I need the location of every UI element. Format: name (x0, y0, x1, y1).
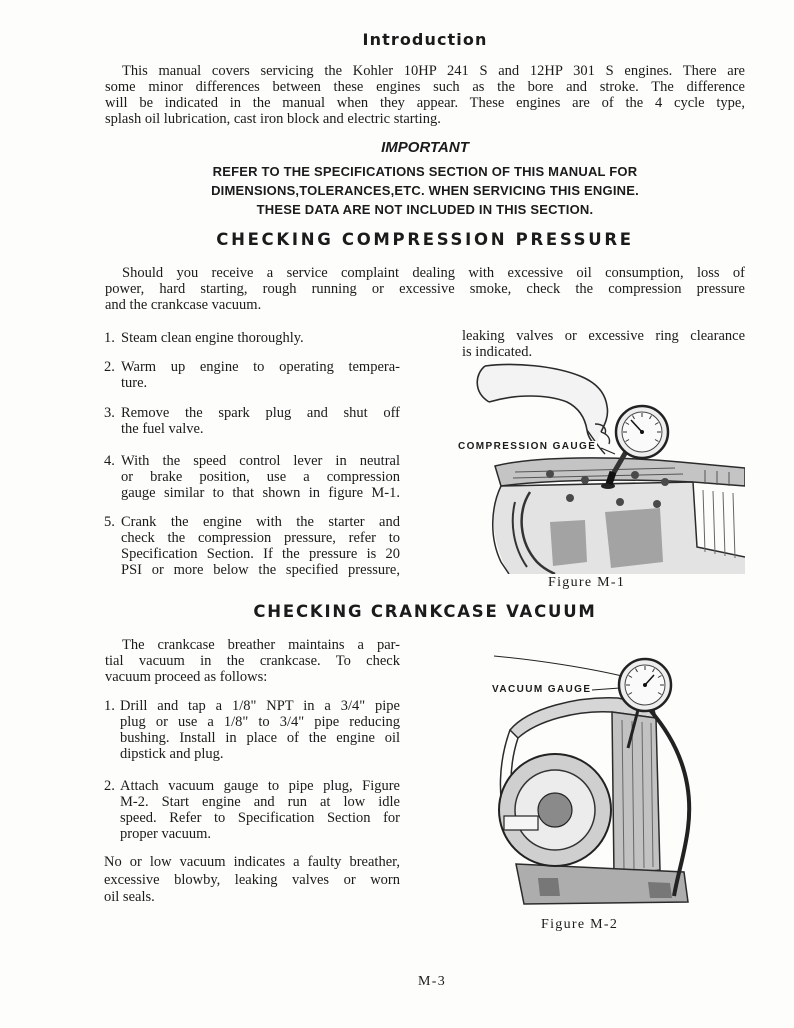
step-line: check the compression pressure, refer to (121, 530, 400, 546)
step-number: 1. (104, 698, 115, 714)
step-line: Remove the spark plug and shut off (121, 405, 400, 421)
figure-m1-illustration (455, 362, 745, 574)
step-text (121, 453, 400, 501)
compression-step-4 (104, 453, 400, 501)
vacuum-intro-line: vacuum proceed as follows: (105, 669, 268, 685)
step-line: Drill and tap a 1/8" NPT in a 3/4" pipe (120, 698, 400, 714)
step-line: PSI or more below the specified pressure, (121, 562, 400, 578)
step-line: or brake position, use a compression (121, 469, 400, 485)
engine-drawing (499, 698, 688, 904)
vacuum-intro-line: The crankcase breather maintains a par- (122, 637, 400, 653)
cooling-fins (703, 490, 735, 558)
introduction-line: splash oil lubrication, cast iron block and electric starting. (105, 111, 441, 127)
continuation-line: leaking valves or excessive ring clearance (462, 328, 745, 344)
step-text (121, 330, 400, 346)
step-text (120, 778, 400, 842)
important-line: REFER TO THE SPECIFICATIONS SECTION OF THIS MANUAL FOR (212, 164, 638, 179)
important-line: DIMENSIONS,TOLERANCES,ETC. WHEN SERVICING THIS ENGINE. (211, 183, 639, 198)
step-line: Specification Section. If the pressure is 20 (121, 546, 400, 562)
label-leader-line (592, 688, 620, 690)
compression-intro-line: power, hard starting, rough running or excessive smoke, check the compression pressure (105, 281, 745, 297)
step-line: bushing. Install in place of the engine oil (120, 730, 400, 746)
step-text (121, 514, 400, 578)
step-line: speed. Refer to Specification Section for (120, 810, 400, 826)
vacuum-intro-line: tial vacuum in the crankcase. To check (105, 653, 400, 669)
step-number: 5. (104, 514, 115, 530)
head-bolt (566, 494, 574, 502)
step-line: ture. (121, 375, 148, 391)
compression-gauge-label: COMPRESSION GAUGE (458, 441, 597, 452)
vacuum-step-1 (104, 698, 400, 762)
compression-intro-line: Should you receive a service complaint dealing with excessive oil consumption, loss of (122, 265, 745, 281)
head-bolt (581, 476, 589, 484)
compression-heading: CHECKING COMPRESSION PRESSURE (216, 230, 634, 249)
vacuum-closing-line: oil seals. (104, 889, 155, 905)
step-line: M-2. Start engine and run at low idle (120, 794, 400, 810)
introduction-line: This manual covers servicing the Kohler 10HP 241 S and 12HP 301 S engines. There are (122, 63, 745, 79)
step-line: plug or use a 1/8" to 3/4" pipe reducing (120, 714, 400, 730)
spark-plug-hole (601, 483, 615, 489)
important-title: IMPORTANT (381, 139, 469, 156)
vacuum-step-2 (104, 778, 400, 842)
vacuum-heading: CHECKING CRANKCASE VACUUM (253, 602, 597, 621)
figure-m2-caption: Figure M-2 (541, 917, 619, 932)
flywheel-hub (538, 793, 572, 827)
vacuum-gauge-label: VACUUM GAUGE (492, 684, 592, 695)
step-line: the fuel valve. (121, 421, 204, 437)
engine-block-drawing (493, 458, 745, 574)
head-bolt (546, 470, 554, 478)
step-number: 4. (104, 453, 115, 469)
step-text (121, 405, 400, 437)
figure-m1-caption: Figure M-1 (548, 575, 626, 590)
head-bolt (661, 478, 669, 486)
compression-step-1 (104, 330, 400, 346)
compression-intro-paragraph (105, 265, 745, 313)
head-bolt (616, 498, 624, 506)
vacuum-closing-paragraph (104, 854, 400, 907)
important-line: THESE DATA ARE NOT INCLUDED IN THIS SECTION. (256, 202, 594, 217)
head-bolt (631, 471, 639, 479)
step-number: 3. (104, 405, 115, 421)
step-line: With the speed control lever in neutral (121, 453, 400, 469)
vacuum-closing-line: No or low vacuum indicates a faulty breather, (104, 854, 400, 870)
step-line: Steam clean engine thoroughly. (121, 330, 304, 346)
step-number: 2. (104, 778, 115, 794)
step-line: Crank the engine with the starter and (121, 514, 400, 530)
step-line: gauge similar to that shown in figure M-1. (121, 485, 400, 501)
step-text (121, 359, 400, 391)
continuation-line: is indicated. (462, 344, 533, 360)
introduction-line: will be indicated in the manual when they appear. These engines are of the 4 cycle type, (105, 95, 745, 111)
compression-step-5 (104, 514, 400, 578)
compression-step-3 (104, 405, 400, 437)
page-number: M-3 (418, 974, 447, 989)
introduction-line: some minor differences between these engines such as the bore and stroke. The difference (105, 79, 745, 95)
head-bolt (653, 500, 661, 508)
vacuum-closing-line: excessive blowby, leaking valves or worn (104, 871, 400, 888)
figure-m2-illustration (488, 638, 713, 913)
compression-step-2 (104, 359, 400, 391)
introduction-paragraph (105, 63, 745, 127)
gauge-pivot (643, 683, 647, 687)
crankshaft-end (504, 816, 538, 830)
gauge-rubber-tip (609, 472, 613, 484)
gauge-pivot (640, 430, 644, 434)
important-notice (100, 162, 750, 219)
step-line: Attach vacuum gauge to pipe plug, Figure (120, 778, 400, 794)
step-number: 1. (104, 330, 115, 346)
pointer-line (494, 656, 622, 676)
compression-continuation (462, 328, 745, 360)
step-line: dipstick and plug. (120, 746, 224, 762)
vacuum-intro-paragraph (105, 637, 400, 685)
compression-intro-line: and the crankcase vacuum. (105, 297, 262, 313)
vacuum-gauge-drawing (619, 659, 671, 711)
step-number: 2. (104, 359, 115, 375)
introduction-title: Introduction (362, 30, 488, 49)
step-text (120, 698, 400, 762)
step-line: Warm up engine to operating tempera- (121, 359, 400, 375)
step-line: proper vacuum. (120, 826, 211, 842)
